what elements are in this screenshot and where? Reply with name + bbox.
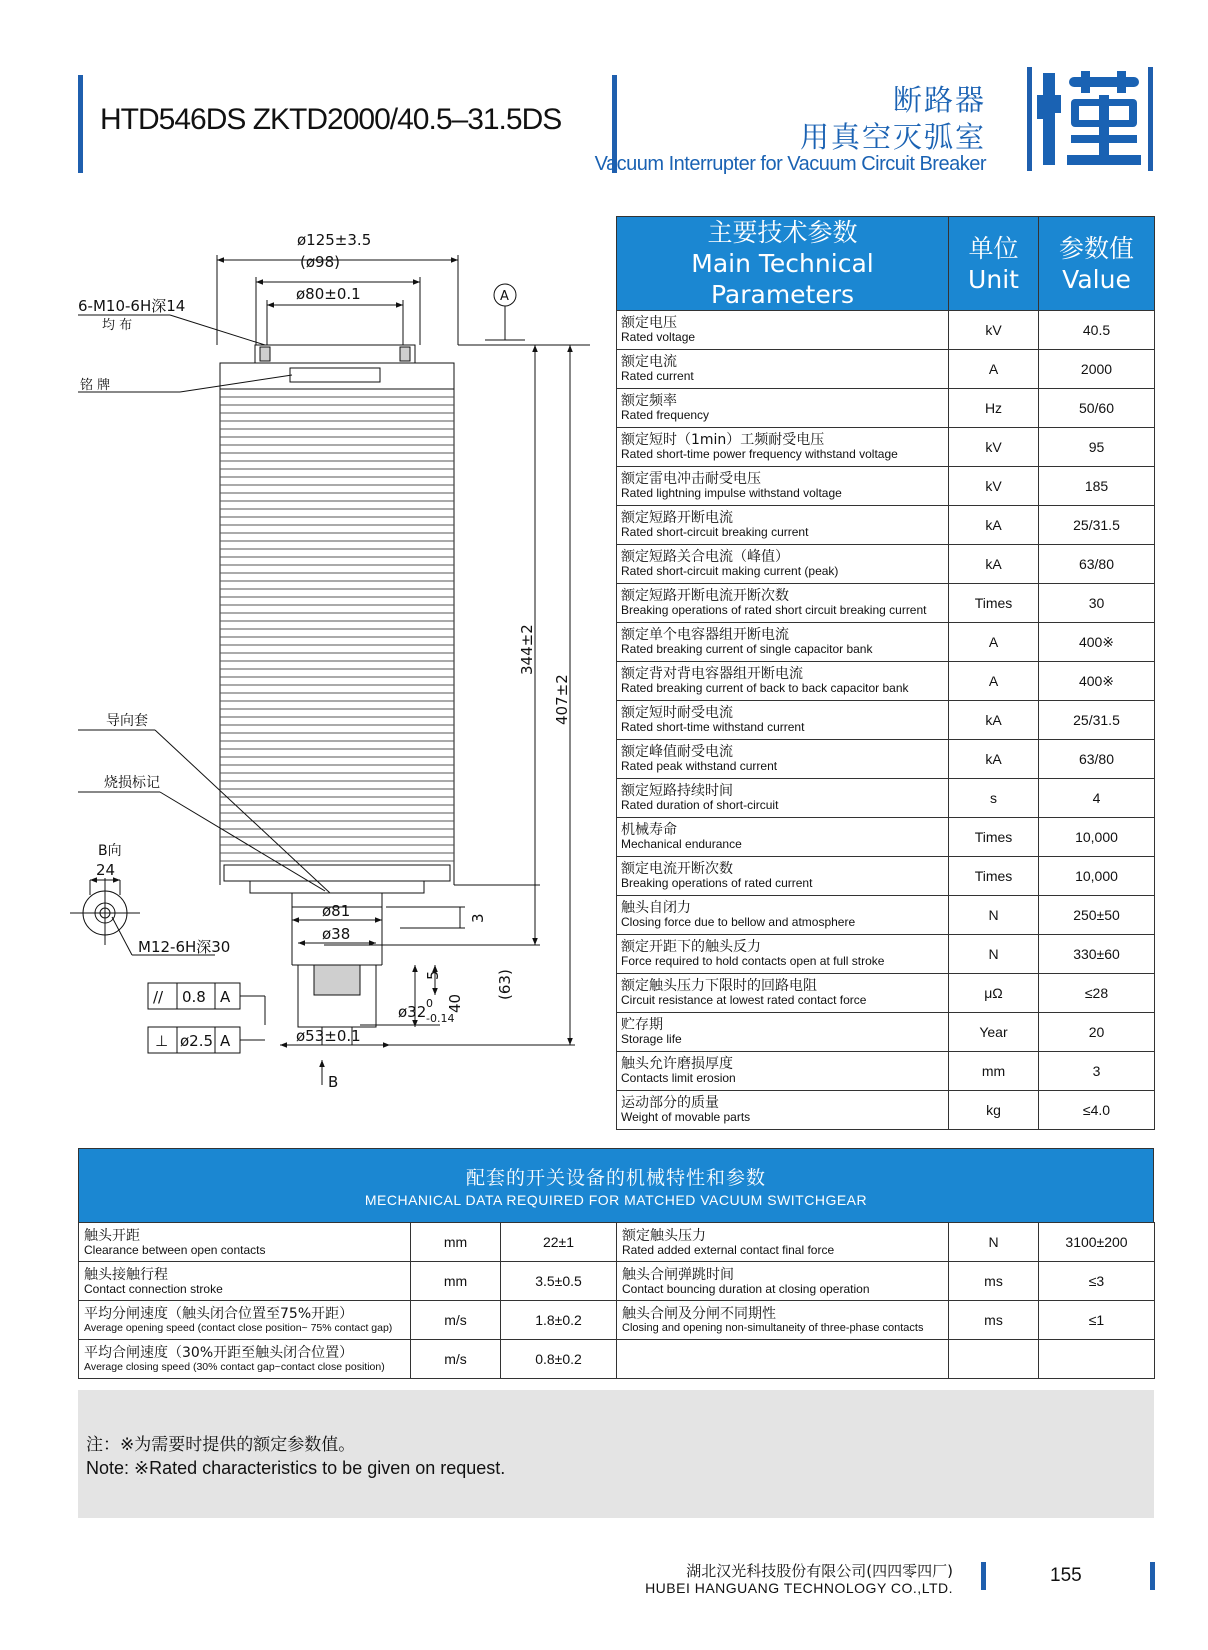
param-cn: 触头自闭力 [621,900,691,916]
table-row [617,896,1155,935]
table-row [617,389,1155,428]
param-cn: 额定单个电容器组开断电流 [621,627,789,643]
param-unit: A [949,350,1039,389]
label-nameplate: 铭 牌 [80,378,111,393]
table-row [617,623,1155,662]
param-en: Rated current [621,369,694,383]
mech-right-value [1039,1340,1155,1379]
param-en: Rated short-circuit breaking current [621,525,809,539]
param-en: Contacts limit erosion [621,1071,736,1085]
dim-3: 3 [469,913,487,923]
tol-perp-value: ø2.5 [180,1032,214,1050]
param-cn: 额定峰值耐受电流 [621,744,733,760]
param-unit: kA [949,740,1039,779]
param-en: Rated frequency [621,408,710,422]
mech-left-cn: 平均分闸速度（触头闭合位置至75%开距） [84,1305,354,1322]
param-en: Rated peak withstand current [621,759,778,773]
page-number: 155 [1050,1565,1082,1586]
dim-d38: ø38 [322,925,351,943]
dim-d80: ø80±0.1 [296,285,361,303]
technical-drawing [60,225,600,1155]
mech-left-unit: mm [411,1262,501,1301]
param-unit: mm [949,1052,1039,1091]
mech-left-value: 3.5±0.5 [501,1262,617,1301]
param-value: 30 [1039,584,1155,623]
param-en: Rated breaking current of back to back capacitor bank [621,681,909,695]
param-value: 2000 [1039,350,1155,389]
param-unit: Times [949,584,1039,623]
table-row [617,935,1155,974]
param-cn: 机械寿命 [621,822,677,838]
param-en: Rated duration of short-circuit [621,798,779,812]
param-cn: 额定电压 [621,315,677,331]
mech-table [78,1222,1155,1379]
dim-344: 344±2 [518,624,536,675]
table-row [617,584,1155,623]
param-en: Rated lightning impulse withstand voltage [621,486,842,500]
spec-table [616,216,1155,1130]
mech-left-cn: 触头开距 [84,1227,140,1244]
ref-a-circle: A [500,289,509,304]
table-row [617,506,1155,545]
mech-left-unit: m/s [411,1340,501,1379]
param-en: Closing force due to bellow and atmosphere [621,915,856,929]
dim-m10-uniform: 均 布 [102,318,133,333]
param-cn: 额定短时耐受电流 [621,705,733,721]
dim-40: 40 [446,993,464,1013]
mech-left-value: 22±1 [501,1223,617,1262]
dim-m10: 6-M10-6H深14 [78,297,186,315]
footer-bar-right [1150,1562,1155,1590]
footer-bar-left [981,1562,986,1590]
mech-right-en: Contact bouncing duration at closing operation [622,1281,870,1296]
tol-parallel-value: 0.8 [182,988,206,1006]
table-row [79,1262,1155,1301]
dim-407: 407±2 [553,674,571,725]
dim-d32-tol-top: 0 [426,997,433,1010]
tol-perp-ref: A [220,1032,231,1050]
mech-right-value: ≤3 [1039,1262,1155,1301]
dim-d53: ø53±0.1 [296,1027,361,1045]
param-en: Rated breaking current of single capacitor bank [621,642,873,656]
mech-left-en: Average closing speed (30% contact gap~contact close position) [84,1360,385,1373]
param-unit: μΩ [949,974,1039,1013]
mech-left-en: Clearance between open contacts [84,1242,266,1257]
param-cn: 额定电流 [621,354,677,370]
param-unit: kV [949,311,1039,350]
title-cn-1: 断路器 [892,83,986,117]
param-cn: 额定短路开断电流 [621,510,733,526]
param-unit: kA [949,701,1039,740]
mech-left-en: Contact connection stroke [84,1281,223,1296]
param-value: 400※ [1039,623,1155,662]
table-row [617,428,1155,467]
dim-5: 5 [424,970,442,980]
label-b-arrow: B [328,1073,339,1091]
param-en: Rated voltage [621,330,696,344]
param-unit: kA [949,506,1039,545]
table-row [617,545,1155,584]
table-row [617,974,1155,1013]
hdr-unit-cn: 单位 [968,233,1019,263]
mech-right-unit: ms [949,1301,1039,1340]
label-ablation: 烧损标记 [104,775,160,791]
table-row [79,1223,1155,1262]
param-en: Rated short-time withstand current [621,720,805,734]
note-box [78,1390,1154,1518]
note-en: Note: ※Rated characteristics to be given on request. [86,1458,506,1478]
spec-header-row [617,217,1155,311]
dim-d125: ø125±3.5 [297,231,372,249]
param-en: Mechanical endurance [621,837,742,851]
dim-d98: (ø98) [300,253,340,271]
mech-right-cn: 触头合闸弹跳时间 [622,1266,734,1283]
param-cn: 额定雷电冲击耐受电压 [621,471,761,487]
param-unit: Times [949,818,1039,857]
dim-m12: M12-6H深30 [138,938,231,956]
mech-right-cn: 触头合闸及分闸不同期性 [622,1305,776,1322]
param-en: Storage life [621,1032,682,1046]
param-cn: 额定开距下的触头反力 [621,939,761,955]
tol-perp-symbol: ⊥ [155,1032,169,1050]
table-row [617,311,1155,350]
dim-d32-tol-bot: -0.14 [426,1012,455,1025]
param-cn: 额定短路关合电流（峰值） [621,549,789,565]
param-unit: N [949,935,1039,974]
param-value: 250±50 [1039,896,1155,935]
param-unit: N [949,896,1039,935]
footer-company-cn: 湖北汉光科技股份有限公司(四四零四厂) [686,1562,953,1580]
mech-right-unit [949,1340,1039,1379]
mech-left-en: Average opening speed (contact close position~ 75% contact gap) [84,1321,393,1334]
table-row [617,1091,1155,1130]
mech-right-en: Rated added external contact final force [622,1242,835,1257]
param-value: 20 [1039,1013,1155,1052]
param-unit: Hz [949,389,1039,428]
table-row [617,662,1155,701]
table-row [617,740,1155,779]
mech-header [78,1148,1154,1223]
mech-right-value: ≤1 [1039,1301,1155,1340]
param-unit: Times [949,857,1039,896]
param-value: ≤28 [1039,974,1155,1013]
title-en: Vacuum Interrupter for Vacuum Circuit Breaker [594,153,986,175]
mech-right-value: 3100±200 [1039,1223,1155,1262]
param-unit: kV [949,428,1039,467]
param-value: 330±60 [1039,935,1155,974]
mech-right-unit: N [949,1223,1039,1262]
mech-left-value: 1.8±0.2 [501,1301,617,1340]
model-title: HTD546DS ZKTD2000/40.5–31.5DS [100,103,562,136]
hdr-param-en: Main Technical Parameters [691,249,874,309]
table-row [617,1052,1155,1091]
param-value: 63/80 [1039,740,1155,779]
mech-left-value: 0.8±0.2 [501,1340,617,1379]
note-cn: 注：※为需要时提供的额定参数值。 [86,1435,356,1455]
param-value: 40.5 [1039,311,1155,350]
table-row [617,818,1155,857]
param-value: 400※ [1039,662,1155,701]
mech-left-unit: m/s [411,1301,501,1340]
param-unit: kA [949,545,1039,584]
param-cn: 额定短路持续时间 [621,783,733,799]
param-value: 4 [1039,779,1155,818]
mech-title-cn: 配套的开关设备的机械特性和参数 [465,1167,766,1189]
mech-right-unit: ms [949,1262,1039,1301]
param-en: Weight of movable parts [621,1110,751,1124]
table-row [617,701,1155,740]
param-cn: 触头允许磨损厚度 [621,1056,733,1072]
mech-right-en: Closing and opening non-simultaneity of three-phase contacts [622,1321,924,1334]
dim-d32: ø32 [398,1003,427,1021]
param-value: 50/60 [1039,389,1155,428]
param-cn: 额定触头压力下限时的回路电阻 [621,978,817,994]
table-row [617,857,1155,896]
param-en: Force required to hold contacts open at full stroke [621,954,885,968]
param-value: 185 [1039,467,1155,506]
param-value: 25/31.5 [1039,506,1155,545]
dim-24: 24 [96,861,116,879]
table-row [617,467,1155,506]
table-row [79,1301,1155,1340]
param-en: Breaking operations of rated short circuit breaking current [621,603,927,617]
param-en: Rated short-circuit making current (peak) [621,564,839,578]
param-cn: 额定短时（1min）工频耐受电压 [621,432,825,448]
param-value: 95 [1039,428,1155,467]
param-value: 3 [1039,1052,1155,1091]
title-cn-2: 用真空灭弧室 [799,120,986,154]
param-cn: 额定背对背电容器组开断电流 [621,666,803,682]
hdr-value-cn: 参数值 [1058,233,1134,263]
mech-left-cn: 触头接触行程 [84,1266,168,1283]
param-en: Circuit resistance at lowest rated contact force [621,993,867,1007]
param-unit: A [949,662,1039,701]
param-unit: A [949,623,1039,662]
param-unit: s [949,779,1039,818]
header-left-bar [78,75,83,173]
param-cn: 额定电流开断次数 [621,861,733,877]
label-b-view: B向 [98,843,122,859]
param-cn: 贮存期 [621,1017,663,1033]
table-row [617,1013,1155,1052]
param-unit: Year [949,1013,1039,1052]
param-value: 63/80 [1039,545,1155,584]
mech-left-unit: mm [411,1223,501,1262]
footer-company-en: HUBEI HANGUANG TECHNOLOGY CO.,LTD. [645,1580,953,1596]
label-guide: 导向套 [106,713,148,729]
param-en: Rated short-time power frequency withstand voltage [621,447,898,461]
mech-right-cn: 额定触头压力 [622,1227,706,1244]
brand-logo-icon [1027,67,1153,171]
table-row [617,779,1155,818]
table-row [617,350,1155,389]
param-value: 25/31.5 [1039,701,1155,740]
dim-63: (63) [496,969,514,1000]
param-unit: kV [949,467,1039,506]
mech-left-cn: 平均合闸速度（30%开距至触头闭合位置） [84,1344,354,1361]
param-value: ≤4.0 [1039,1091,1155,1130]
param-cn: 运动部分的质量 [621,1095,719,1111]
hdr-unit-en: Unit [968,264,1019,294]
tol-parallel-symbol: // [153,988,164,1006]
param-value: 10,000 [1039,818,1155,857]
tol-parallel-ref: A [220,988,231,1006]
param-cn: 额定频率 [621,393,677,409]
param-unit: kg [949,1091,1039,1130]
dim-d81: ø81 [322,902,351,920]
param-en: Breaking operations of rated current [621,876,813,890]
param-cn: 额定短路开断电流开断次数 [621,588,789,604]
param-value: 10,000 [1039,857,1155,896]
mech-title-en: MECHANICAL DATA REQUIRED FOR MATCHED VACUUM SWITCHGEAR [364,1192,868,1208]
hdr-value-en: Value [1062,264,1131,294]
hdr-param-cn: 主要技术参数 [707,218,858,247]
table-row [79,1340,1155,1379]
